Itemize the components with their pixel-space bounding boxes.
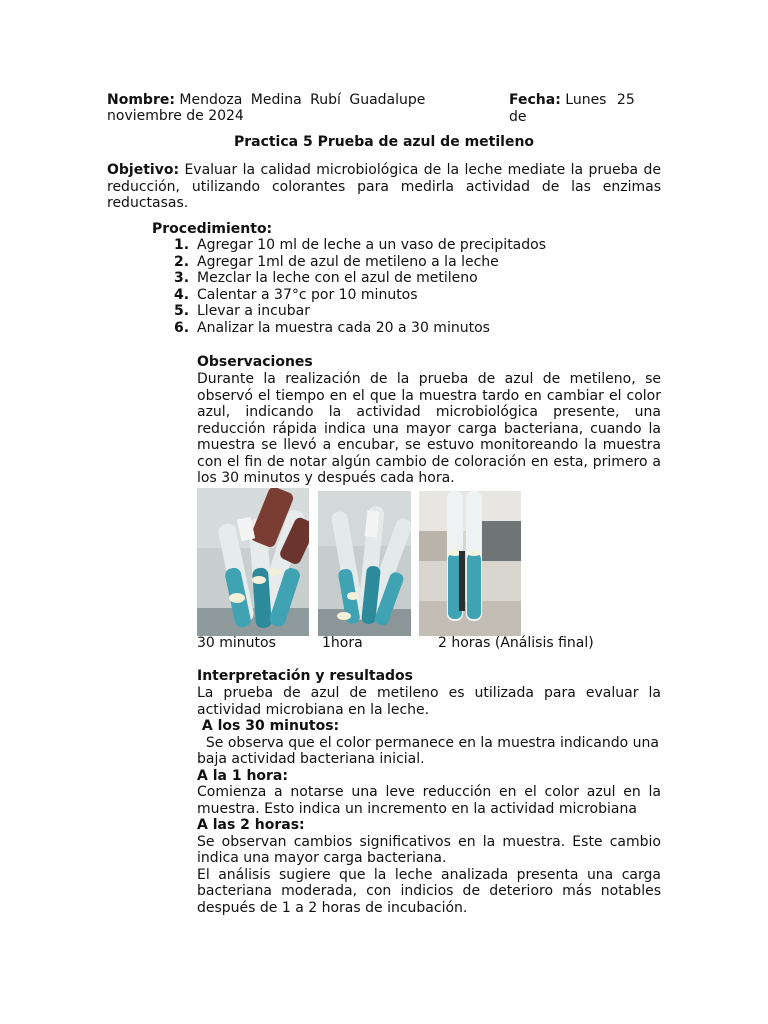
page-title: Practica 5 Prueba de azul de metileno: [233, 134, 535, 150]
interp-line: actividad microbiana en la leche.: [197, 701, 430, 718]
obs-line: los 30 minutos y después cada hora.: [197, 470, 455, 486]
caption-30-minutos: 30 minutos: [197, 635, 276, 651]
list-item: [160, 320, 546, 337]
interp-line: Comienza a notarse una leve reducción en el color azul en la: [197, 784, 661, 800]
subheading-2-horas: A las 2 horas:: [197, 817, 305, 833]
objetivo-label: Objetivo:: [107, 162, 180, 178]
obs-line: Durante la realización de la prueba de azul de metileno, se: [197, 371, 661, 387]
fecha-label: Fecha:: [509, 92, 561, 108]
photo-2-horas: [419, 491, 521, 636]
list-item: [160, 254, 546, 271]
interpretacion-heading: Interpretación y resultados: [197, 668, 413, 684]
step-text: Agregar 10 ml de leche a un vaso de precipitados: [197, 237, 547, 253]
step-text: Mezclar la leche con el azul de metileno: [197, 270, 478, 286]
interp-line: indica una mayor carga bacteriana.: [197, 850, 447, 866]
observaciones-heading: Observaciones: [197, 354, 313, 370]
obs-line: muestra se llevó a encubar, se estuvo monitoreando la muestra: [197, 437, 661, 453]
list-item: [160, 287, 546, 304]
step-number: 2.: [174, 253, 190, 270]
objetivo-section: [107, 162, 661, 212]
subheading-1-hora: A la 1 hora:: [197, 767, 288, 784]
procedimiento-heading: Procedimiento:: [152, 221, 273, 237]
fecha-continuation: noviembre de 2024: [107, 108, 244, 124]
nombre-label: Nombre:: [107, 92, 175, 108]
step-number: 4.: [174, 286, 190, 303]
step-number: 5.: [174, 303, 190, 319]
step-text: Agregar 1ml de azul de metileno a la leche: [197, 253, 499, 270]
list-item: [160, 270, 546, 287]
fecha-value: Lunes 25 de: [509, 92, 635, 125]
fecha-line: [509, 92, 661, 125]
caption-1-hora: 1hora: [322, 635, 363, 651]
interpretacion-body: [197, 685, 661, 916]
objetivo-line-1: [107, 162, 661, 179]
step-number: 1.: [174, 237, 190, 253]
interp-line: muestra. Esto indica un incremento en la actividad microbiana: [197, 800, 637, 817]
step-number: 6.: [174, 319, 190, 336]
interp-line: La prueba de azul de metileno es utilizada para evaluar la: [197, 685, 661, 701]
photo-30-minutos: [197, 488, 309, 636]
interp-line: bacteriana moderada, con indicios de deterioro más notables: [197, 883, 661, 899]
interp-line: Se observan cambios significativos en la muestra. Este cambio: [197, 833, 661, 850]
interp-line: Se observa que el color permanece en la muestra indicando una: [197, 734, 659, 751]
obs-line: observó el tiempo en el que la muestra tardo en cambiar el color: [197, 387, 661, 404]
objetivo-text-1: Evaluar la calidad microbiológica de la leche mediate la prueba de: [184, 162, 662, 178]
observaciones-body: [197, 371, 661, 487]
objetivo-line-2: reducción, utilizando colorantes para medirla actividad de las enzimas: [107, 178, 661, 195]
interp-line: después de 1 a 2 horas de incubación.: [197, 899, 468, 916]
nombre-value: Mendoza Medina Rubí Guadalupe: [179, 92, 426, 108]
list-item: [160, 237, 546, 254]
obs-line: reducción rápida indica una mayor carga bacteriana, cuando la: [197, 420, 661, 437]
objetivo-line-3: reductasas.: [107, 195, 189, 211]
nombre-line: [107, 92, 425, 109]
obs-line: con el fin de notar algún cambio de coloración en esta, primero a: [197, 453, 661, 470]
subheading-30-minutos: A los 30 minutos:: [197, 718, 340, 734]
step-text: Llevar a incubar: [197, 303, 310, 319]
step-number: 3.: [174, 270, 190, 286]
photo-1-hora: [318, 491, 411, 636]
list-item: [160, 303, 546, 320]
caption-2-horas: 2 horas (Análisis final): [438, 635, 594, 651]
procedimiento-list: [160, 237, 546, 336]
interp-line: El análisis sugiere que la leche analizada presenta una carga: [197, 866, 661, 883]
interp-line: baja actividad bacteriana inicial.: [197, 751, 425, 767]
obs-line: azul, indicando la actividad microbiológica presente, una: [197, 404, 661, 420]
step-text: Calentar a 37°c por 10 minutos: [197, 286, 418, 303]
step-text: Analizar la muestra cada 20 a 30 minutos: [197, 319, 490, 336]
